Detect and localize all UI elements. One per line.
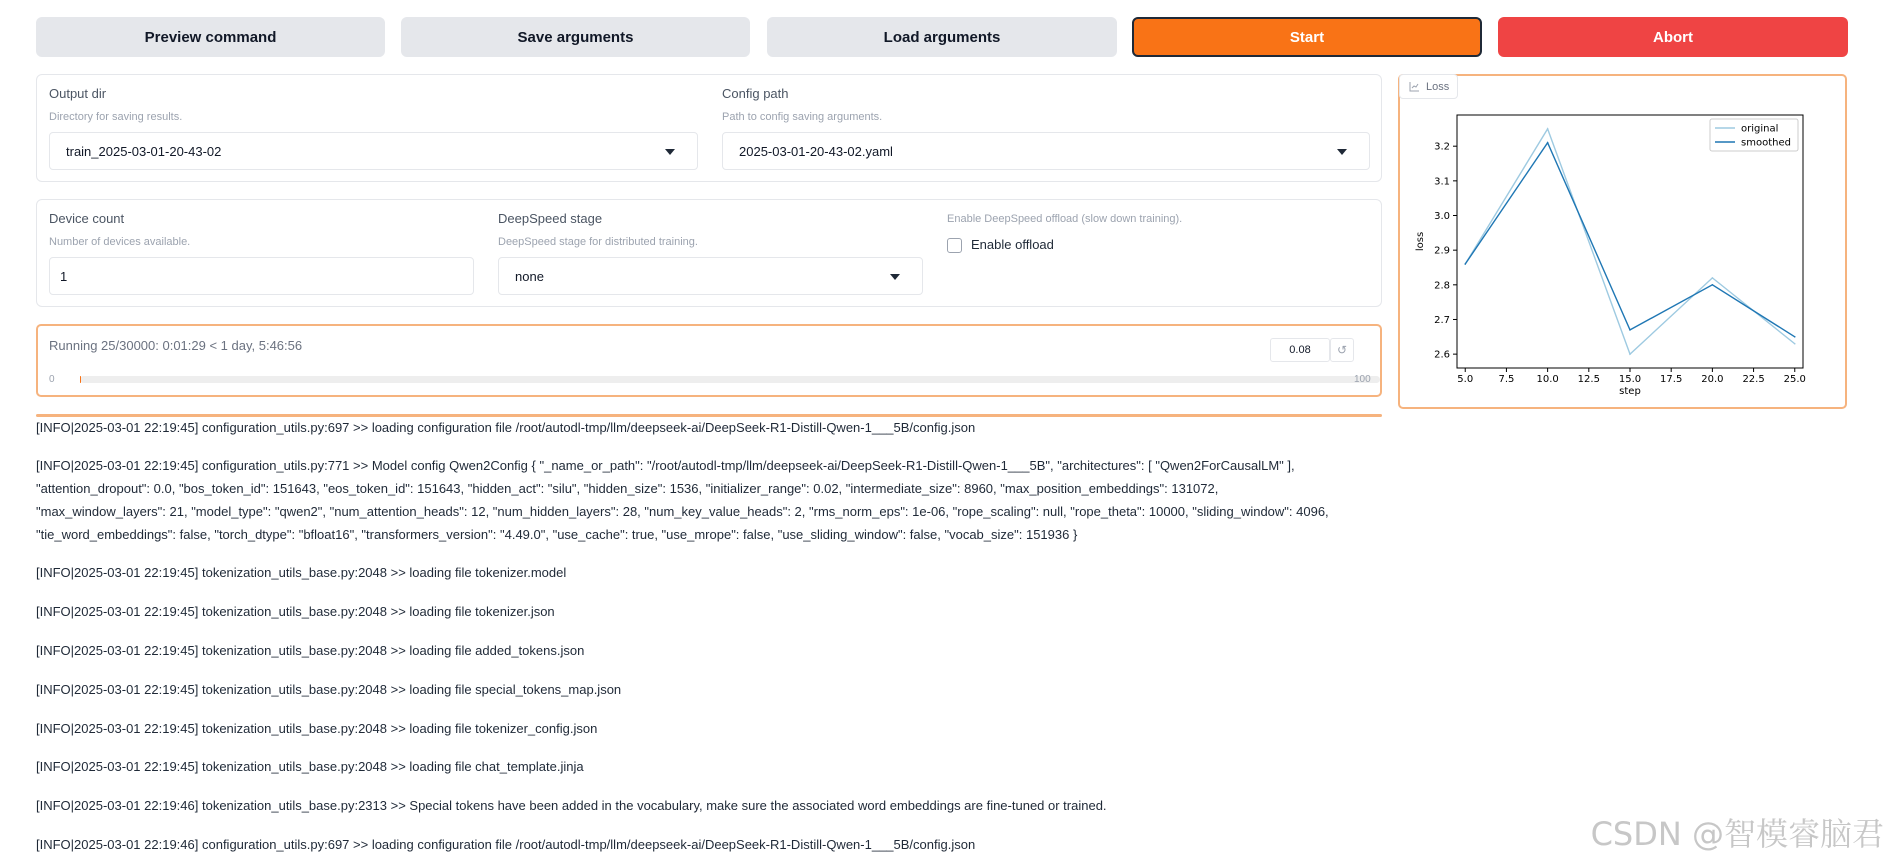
config-path-value: 2025-03-01-20-43-02.yaml [739,143,893,159]
data-point-original [1794,343,1796,345]
chevron-down-icon [890,274,900,280]
enable-offload-label[interactable]: Enable offload [971,237,1054,252]
start-button[interactable]: Start [1132,17,1482,57]
x-tick-label: 25.0 [1783,374,1806,385]
y-axis-label: loss [1415,231,1426,252]
y-tick-label: 3.2 [1434,141,1450,153]
x-tick-label: 5.0 [1457,374,1474,385]
progress-max-label: 100 [1354,374,1371,385]
device-count-label: Device count [49,211,125,226]
enable-offload-checkbox[interactable] [947,238,962,253]
output-dir-label: Output dir [49,86,107,101]
data-point-smoothed [1794,336,1796,338]
data-point-original [1712,277,1714,279]
log-line: [INFO|2025-03-01 22:19:45] tokenization_utils_base.py:2048 >> loading file tokenizer.model [36,565,567,580]
legend-label-smoothed: smoothed [1741,137,1791,149]
watermark: CSDN @智模睿脑君 [1590,815,1884,853]
device-count-info: Number of devices available. [49,236,191,248]
loss-chart [1400,100,1845,407]
chevron-down-icon [1337,149,1347,155]
x-axis-label: step [1619,386,1641,397]
loss-chart-tab [1399,74,1458,99]
config-path-label: Config path [722,86,789,101]
config-path-info: Path to config saving arguments. [722,111,883,123]
log-line: [INFO|2025-03-01 22:19:45] tokenization_utils_base.py:2048 >> loading file tokenizer.json [36,604,555,619]
reset-icon[interactable]: ↺ [1330,338,1354,362]
distributed-panel [36,199,1382,307]
x-tick-label: 22.5 [1742,374,1765,385]
progress-value-input[interactable]: 0.08 [1270,338,1330,362]
y-tick-label: 2.8 [1434,280,1450,292]
log-line: [INFO|2025-03-01 22:19:45] tokenization_utils_base.py:2048 >> loading file chat_template.jinja [36,759,584,774]
device-count-input[interactable]: 1 [49,257,474,295]
paths-panel [36,74,1382,182]
y-tick-label: 2.7 [1434,314,1450,326]
log-line: [INFO|2025-03-01 22:19:45] tokenization_utils_base.py:2048 >> loading file added_tokens.json [36,643,585,658]
y-tick-label: 3.0 [1434,211,1450,223]
deepspeed-stage-label: DeepSpeed stage [498,211,603,226]
deepspeed-stage-info: DeepSpeed stage for distributed training. [498,236,698,248]
x-tick-label: 17.5 [1660,374,1683,385]
loss-chart-tab-label: Loss [1426,80,1450,93]
y-tick-label: 2.9 [1434,245,1450,257]
action-toolbar [36,17,1848,57]
log-line: [INFO|2025-03-01 22:19:46] tokenization_utils_base.py:2313 >> Special tokens have been added in the vocabulary, make sure the associated word embeddings are fine-tuned or trained. [36,798,1107,813]
deepspeed-stage-value: none [515,268,544,284]
log-line: [INFO|2025-03-01 22:19:45] configuration_utils.py:771 >> Model config Qwen2Config { "_name_or_path": "/root/autodl-tmp/llm/deepseek-ai/DeepSeek-R1-Distill-Qwen-1___5B", "architectures": [ "Qwen2ForCausalLM" ], [36,458,1295,473]
chart-icon [1409,81,1420,92]
save-arguments-button[interactable]: Save arguments [401,17,750,57]
y-tick-label: 2.6 [1434,349,1450,361]
log-line: [INFO|2025-03-01 22:19:45] tokenization_utils_base.py:2048 >> loading file special_tokens_map.json [36,682,622,697]
x-tick-label: 12.5 [1577,374,1600,385]
deepspeed-offload-info: Enable DeepSpeed offload (slow down training). [947,213,1183,225]
log-line: "max_window_layers": 21, "model_type": "qwen2", "num_attention_heads": 12, "num_hidden_layers": 28, "num_key_value_heads": 2, "rms_norm_eps": 1e-06, "rope_scaling": null, "rope_theta": 10000, "sliding_window": 4096, [36,504,1329,519]
output-dir-info: Directory for saving results. [49,111,183,123]
log-line: [INFO|2025-03-01 22:19:46] configuration_utils.py:697 >> loading configuration file /root/autodl-tmp/llm/deepseek-ai/DeepSeek-R1-Distill-Qwen-1___5B/config.json [36,837,976,852]
series-line-original [1465,129,1795,354]
log-line: [INFO|2025-03-01 22:19:45] configuration_utils.py:697 >> loading configuration file /root/autodl-tmp/llm/deepseek-ai/DeepSeek-R1-Distill-Qwen-1___5B/config.json [36,420,976,435]
y-tick-label: 3.1 [1434,176,1450,188]
x-tick-label: 15.0 [1618,374,1642,385]
output-dir-dropdown[interactable] [49,132,698,170]
data-point-original [1629,353,1631,355]
log-line: "tie_word_embeddings": false, "torch_dtype": "bfloat16", "transformers_version": "4.49.0", "use_cache": true, "use_mrope": false, "use_sliding_window": false, "vocab_size": 151936 } [36,527,1078,542]
legend-label-original: original [1741,123,1779,135]
load-arguments-button[interactable]: Load arguments [767,17,1117,57]
x-tick-label: 20.0 [1701,374,1724,385]
data-point-original [1547,128,1549,130]
output-dir-value: train_2025-03-01-20-43-02 [66,143,222,159]
x-tick-label: 7.5 [1498,374,1515,385]
data-point-smoothed [1547,142,1549,144]
series-line-smoothed [1465,143,1795,337]
config-path-dropdown[interactable] [722,132,1370,170]
abort-button[interactable]: Abort [1498,17,1848,57]
deepspeed-stage-dropdown[interactable] [498,257,923,295]
data-point-smoothed [1464,263,1466,265]
data-point-smoothed [1629,329,1631,331]
chevron-down-icon [665,149,675,155]
training-progress-panel [36,324,1382,397]
preview-command-button[interactable]: Preview command [36,17,385,57]
x-tick-label: 10.0 [1536,374,1559,385]
progress-min-label: 0 [49,374,55,385]
data-point-smoothed [1712,284,1714,286]
progress-status: Running 25/30000: 0:01:29 < 1 day, 5:46:56 [49,338,303,353]
log-line: [INFO|2025-03-01 22:19:45] tokenization_utils_base.py:2048 >> loading file tokenizer_config.json [36,721,598,736]
log-line: "attention_dropout": 0.0, "bos_token_id": 151643, "eos_token_id": 151643, "hidden_act": "silu", "hidden_size": 1536, "initializer_range": 0.02, "intermediate_size": 8960, "max_position_embeddings": 131072, [36,481,1219,496]
progress-slider-fill [80,376,81,383]
progress-slider[interactable] [80,376,1380,383]
